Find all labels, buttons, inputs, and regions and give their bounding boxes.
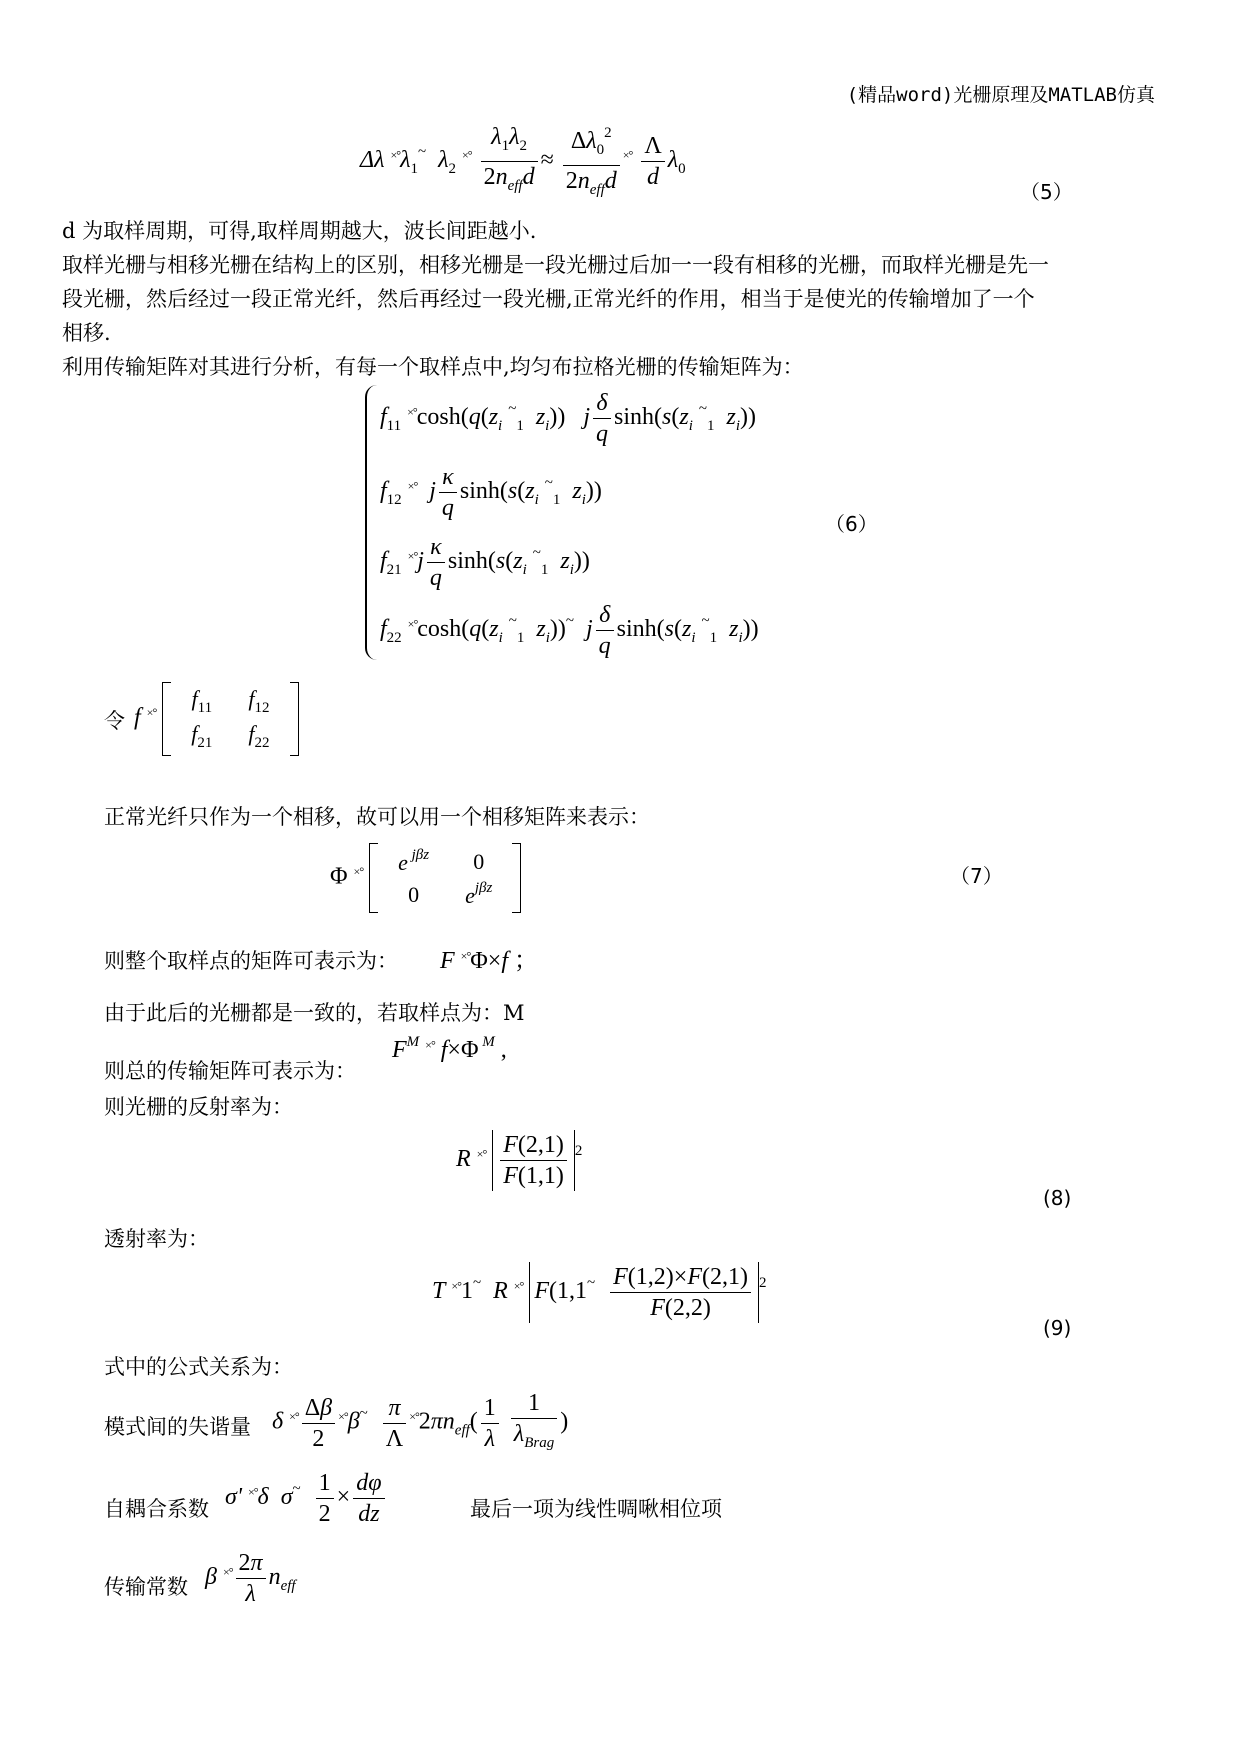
para-consistent: 由于此后的光栅都是一致的，若取样点为：M: [104, 1001, 525, 1025]
eq6-f12: $f_{12}$ ×° j $\frac{\kappa}{q}$ $\sinh(s(z_i$ ~$_1$ $z_i$)): [380, 464, 602, 521]
para-self-coupling-label: 自耦合系数: [104, 1497, 209, 1521]
eq8-label: (8): [1043, 1186, 1072, 1210]
para-total-matrix: 则总的传输矩阵可表示为：: [104, 1059, 356, 1083]
eq5-label: （5）: [1020, 180, 1073, 204]
eq6-label: （6）: [825, 512, 878, 536]
equation-9: T ×°1~ R ×° F(1,1~ $\frac{F(1,2)\times F(2,1)}{F(2,2)}$ $^2$: [432, 1264, 767, 1321]
eq-sample-matrix: F ×°Φ×f ；: [440, 948, 538, 974]
eq-total-matrix: $F^M$ ×° f×Φ $^M$ ,: [392, 1034, 507, 1063]
para-sampling-period: d 为取样周期，可得,取样周期越大，波长间距越小.: [62, 219, 537, 243]
para-transmissivity: 透射率为：: [104, 1227, 209, 1251]
para-self-coupling-note: 最后一项为线性啁啾相位项: [470, 1497, 722, 1521]
para-reflectivity: 则光栅的反射率为：: [104, 1095, 293, 1119]
para-sample-matrix: 则整个取样点的矩阵可表示为：: [104, 949, 398, 973]
eq9-label: (9): [1043, 1316, 1072, 1340]
para-transfer-matrix: 利用传输矩阵对其进行分析，有每一个取样点中,均匀布拉格光栅的传输矩阵为：: [62, 355, 804, 379]
eq6-f22: $f_{22}$ $^{\times^\circ}\cosh(q(z_i$ ~$_1$ $z_i))^\sim$ j $\frac{\delta}{q}$ $\sinh(s(z_i$ ~$_1$ $z_i$)): [380, 602, 759, 659]
eq7-label: （7）: [950, 864, 1003, 888]
equation-8: R ×° $\frac{F(2,1)}{F(1,1)}$ $^2$: [456, 1132, 583, 1189]
page-header: (精品word)光栅原理及MATLAB仿真: [846, 84, 1155, 106]
para-structure-line2: 段光栅，然后经过一段正常光纤，然后再经过一段光栅,正常光纤的作用，相当于是使光的传输增加了一个: [62, 287, 1035, 311]
para-phase-shift: 正常光纤只作为一个相移，故可以用一个相移矩阵来表示：: [104, 805, 650, 829]
eq6-f11: $f_{11}$ $^{\times^\circ}\cosh(q(z_i$ ~$_1$ $z_i$)) j $\frac{\delta}{q}$ $\sinh(s(z_i$ ~$_1$ $z_i$)): [380, 390, 756, 447]
para-structure-line1: 取样光栅与相移光栅在结构上的区别，相移光栅是一段光栅过后加一一段有相移的光栅，而取样光栅是先一: [62, 253, 1049, 277]
para-propagation-label: 传输常数: [104, 1575, 188, 1599]
para-detuning-label: 模式间的失谐量: [104, 1415, 251, 1439]
eq6-brace: [365, 385, 377, 660]
eq-propagation: β ×° $\frac{2\pi}{\lambda}$ $n_{eff}$: [205, 1550, 296, 1607]
equation-5: Δλ $^{\times^\circ}\lambda_1^\sim$ $\lambda_2$ ×° $\frac{\lambda_1\lambda_2}{2n_{eff}d}$ ≈ $\frac{\Delta\lambda_0^2}{2n_{eff}d}$ ×° $\frac{\Lambda}{d}$ $\lambda_0$: [360, 118, 686, 205]
para-relations: 式中的公式关系为：: [104, 1355, 293, 1379]
para-structure-line3: 相移.: [62, 321, 111, 345]
equation-7: Φ ×° e $^{j\beta z}$ 0 0 $e^{j\beta z}$: [330, 843, 521, 913]
eq-detuning: δ ×° $\frac{\Delta\beta}{2}$ ×°β~ $\frac{\pi}{\Lambda}$ $^{\times^\circ}2\pi n_{eff}$( $\frac{1}{\lambda}$ $\frac{1}{\lambda_{Brag}}$ ): [272, 1390, 569, 1452]
let-f-matrix: f ×° $f_{11}$ $f_{12}$ $f_{21}$ $f_{22}$: [134, 682, 299, 756]
let-f-label: 令: [104, 709, 125, 733]
eq6-f21: $f_{21}$ ×°j $\frac{\kappa}{q}$ $\sinh(s(z_i$ ~$_1$ $z_i$)): [380, 534, 590, 591]
eq-self-coupling: σ' ×°δ σ~ $\frac{1}{2}$ × $\frac{d\varphi}{dz}$: [225, 1468, 388, 1529]
